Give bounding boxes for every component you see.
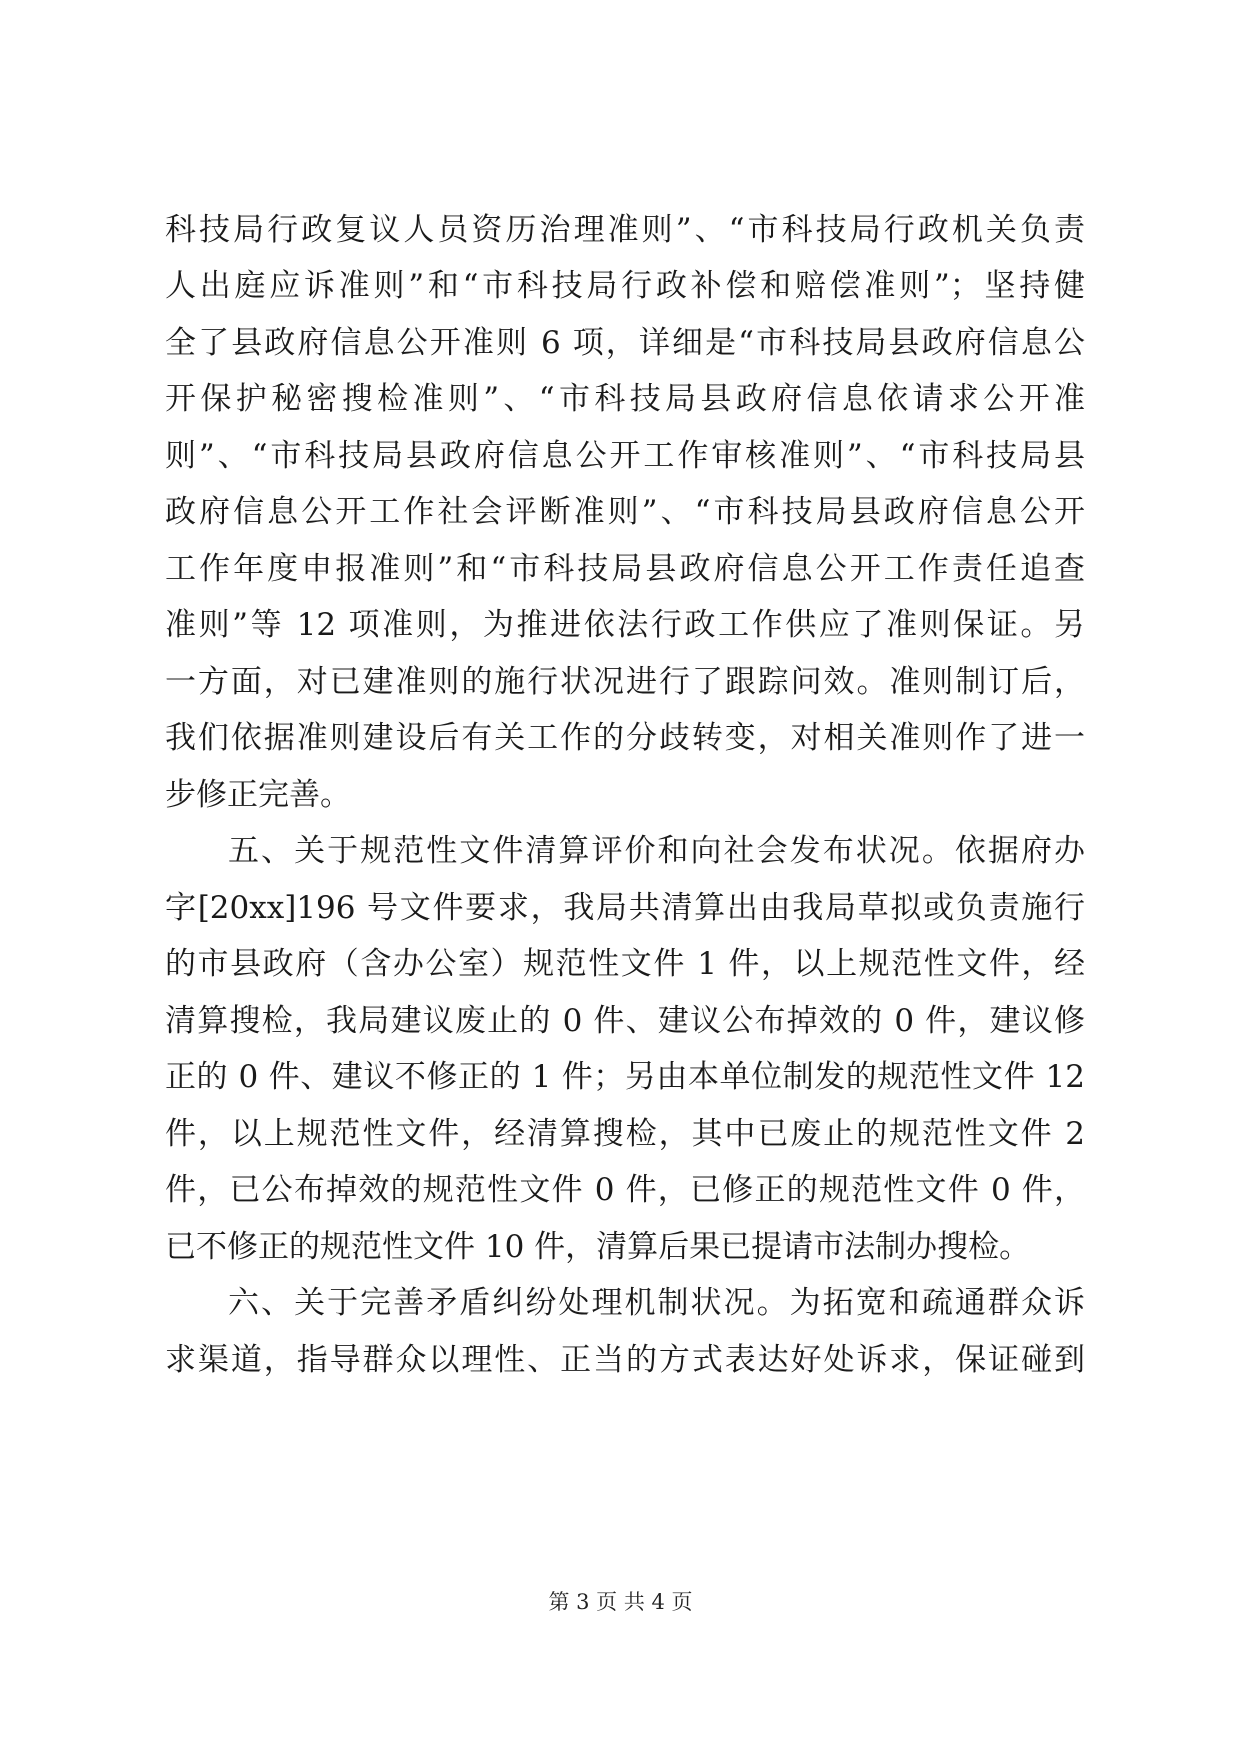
body-line: 一方面，对已建准则的施行状况进行了跟踪问效。准则制订后， <box>165 664 1085 700</box>
body-line: 全了县政府信息公开准则 6 项，详细是“市科技局县政府信息公 <box>165 325 1085 361</box>
body-line: 件，以上规范性文件，经清算搜检，其中已废止的规范性文件 2 <box>165 1116 1085 1152</box>
paragraph-heading-line: 六、关于完善矛盾纠纷处理机制状况。为拓宽和疏通群众诉 <box>228 1285 1085 1321</box>
body-line: 则”、“市科技局县政府信息公开工作审核准则”、“市科技局县 <box>165 438 1085 474</box>
body-line: 工作年度申报准则”和“市科技局县政府信息公开工作责任追查 <box>165 551 1085 587</box>
body-line: 清算搜检，我局建议废止的 0 件、建议公布掉效的 0 件，建议修 <box>165 1003 1085 1039</box>
body-line: 已不修正的规范性文件 10 件，清算后果已提请市法制办搜检。 <box>165 1229 1031 1265</box>
body-line: 字[20xx]196 号文件要求，我局共清算出由我局草拟或负责施行 <box>165 890 1085 926</box>
paragraph-heading-line: 五、关于规范性文件清算评价和向社会发布状况。依据府办 <box>228 833 1085 869</box>
body-line: 件，已公布掉效的规范性文件 0 件，已修正的规范性文件 0 件， <box>165 1172 1085 1208</box>
body-line: 的市县政府（含办公室）规范性文件 1 件，以上规范性文件，经 <box>165 946 1085 982</box>
body-line: 正的 0 件、建议不修正的 1 件；另由本单位制发的规范性文件 12 <box>165 1059 1085 1095</box>
page-footer: 第 3 页 共 4 页 <box>548 1590 693 1614</box>
body-line: 科技局行政复议人员资历治理准则”、“市科技局行政机关负责 <box>165 212 1085 248</box>
body-line: 政府信息公开工作社会评断准则”、“市科技局县政府信息公开 <box>165 494 1085 530</box>
body-line: 我们依据准则建设后有关工作的分歧转变，对相关准则作了进一 <box>165 720 1085 756</box>
body-line: 求渠道，指导群众以理性、正当的方式表达好处诉求，保证碰到 <box>165 1342 1085 1378</box>
body-line: 步修正完善。 <box>165 777 351 813</box>
body-line: 人出庭应诉准则”和“市科技局行政补偿和赔偿准则”；坚持健 <box>165 268 1085 304</box>
body-line: 开保护秘密搜检准则”、“市科技局县政府信息依请求公开准 <box>165 381 1085 417</box>
body-line: 准则”等 12 项准则，为推进依法行政工作供应了准则保证。另 <box>165 607 1085 643</box>
